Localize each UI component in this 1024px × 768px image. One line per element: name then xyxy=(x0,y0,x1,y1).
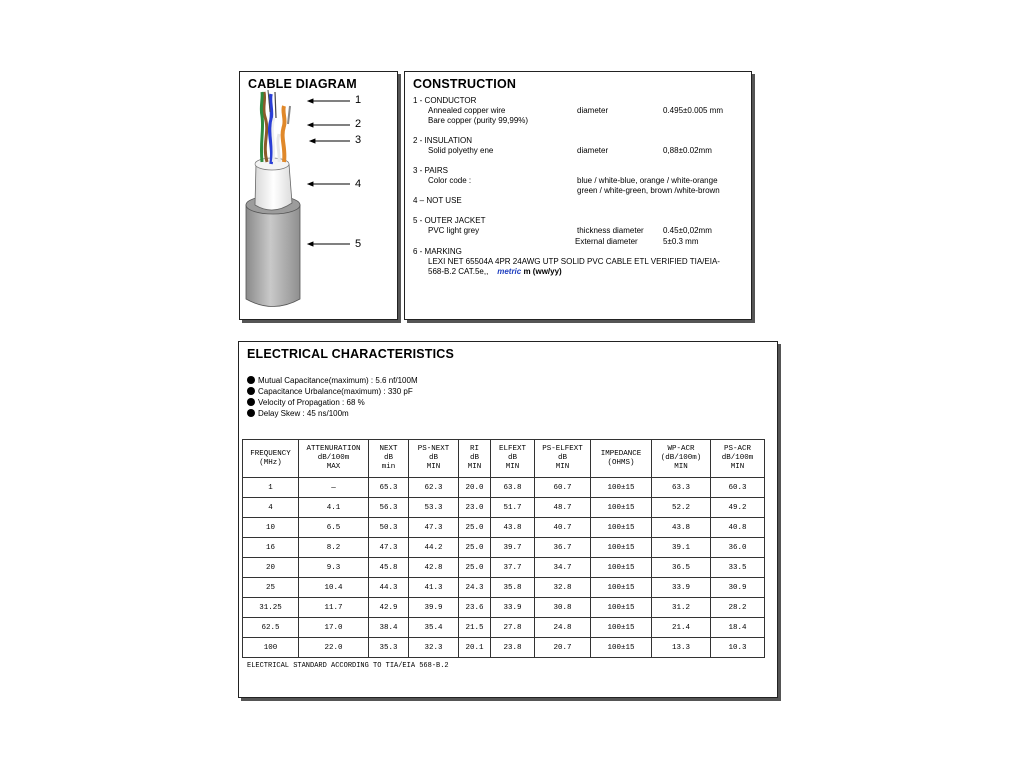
inner-sheath xyxy=(255,164,292,210)
table-cell: 100 xyxy=(243,638,299,658)
table-cell: 49.2 xyxy=(711,498,765,518)
column-header-line: (OHMS) xyxy=(607,458,635,467)
table-cell: 4.1 xyxy=(299,498,369,518)
bullet-delay-skew xyxy=(247,409,349,419)
table-cell: 48.7 xyxy=(535,498,591,518)
table-cell: 62.3 xyxy=(409,478,459,498)
conductor-line1: Annealed copper wire xyxy=(428,106,506,115)
column-header-line: NEXT xyxy=(379,445,398,453)
table-cell: 34.7 xyxy=(535,558,591,578)
table-cell: 31.2 xyxy=(652,598,711,618)
column-header-line: (dB/100m) xyxy=(660,454,702,462)
construction-panel xyxy=(404,71,752,320)
table-cell: 42.9 xyxy=(369,598,409,618)
table-cell: 24.3 xyxy=(459,578,491,598)
table-row xyxy=(243,518,765,538)
column-header-line: dB xyxy=(428,454,438,462)
bullet-icon xyxy=(247,387,255,395)
table-cell: 53.3 xyxy=(409,498,459,518)
bullet-velocity xyxy=(247,398,365,408)
callout-1: 1 xyxy=(355,94,362,106)
table-cell: 6.5 xyxy=(299,518,369,538)
column-header-line: min xyxy=(381,463,396,471)
column-header xyxy=(299,440,369,478)
table-cell: 30.9 xyxy=(711,578,765,598)
table-cell: 22.0 xyxy=(299,638,369,658)
table-cell: 33.9 xyxy=(652,578,711,598)
table-cell: 56.3 xyxy=(369,498,409,518)
table-cell: 10.3 xyxy=(711,638,765,658)
table-cell: 21.4 xyxy=(652,618,711,638)
pairs-heading: 3 - PAIRS xyxy=(413,166,448,175)
insulation-heading: 2 - INSULATION xyxy=(413,136,472,145)
table-cell: — xyxy=(299,478,369,498)
bullet-icon xyxy=(247,398,255,406)
construction-title: CONSTRUCTION xyxy=(413,77,517,91)
pair-white-blue xyxy=(273,118,274,162)
pair-orange xyxy=(283,106,285,162)
bullet-capacitance-unbalance xyxy=(247,387,413,397)
table-cell: 20.1 xyxy=(459,638,491,658)
jacket-value2: 5±0.3 mm xyxy=(663,237,699,246)
jacket-param1: thickness diameter xyxy=(577,226,644,235)
pair-green xyxy=(261,92,262,162)
electrical-title: ELECTRICAL CHARACTERISTICS xyxy=(247,347,455,361)
table-cell: 32.3 xyxy=(409,638,459,658)
table-cell: 1 xyxy=(243,478,299,498)
marking-tail: m (ww/yy) xyxy=(523,267,562,276)
table-cell: 11.7 xyxy=(299,598,369,618)
table-cell: 40.7 xyxy=(535,518,591,538)
table-cell: 42.8 xyxy=(409,558,459,578)
table-cell: 23.0 xyxy=(459,498,491,518)
column-header xyxy=(491,440,535,478)
electrical-panel xyxy=(238,341,778,698)
table-cell: 100±15 xyxy=(591,558,652,578)
marking-heading: 6 - MARKING xyxy=(413,247,462,256)
table-cell: 100±15 xyxy=(591,478,652,498)
table-cell: 40.8 xyxy=(711,518,765,538)
table-cell: 39.1 xyxy=(652,538,711,558)
table-cell: 65.3 xyxy=(369,478,409,498)
table-cell: 35.3 xyxy=(369,638,409,658)
conductor-value: 0.495±0.005 mm xyxy=(663,106,723,115)
callout-5: 5 xyxy=(355,238,362,250)
bullet-text: Delay Skew : 45 ns/100m xyxy=(258,409,349,418)
metric-label: metric xyxy=(497,267,522,276)
conductor-line2: Bare copper (purity 99,99%) xyxy=(428,116,529,125)
table-cell: 20.0 xyxy=(459,478,491,498)
jacket-heading: 5 - OUTER JACKET xyxy=(413,216,486,225)
table-cell: 4 xyxy=(243,498,299,518)
table-header-row xyxy=(243,440,765,478)
table-cell: 17.0 xyxy=(299,618,369,638)
table-cell: 28.2 xyxy=(711,598,765,618)
column-header-line: FREQUENCY xyxy=(250,449,291,458)
not-use-heading: 4 – NOT USE xyxy=(413,196,462,205)
marking-line2 xyxy=(428,267,562,277)
table-cell: 23.8 xyxy=(491,638,535,658)
marking-line2-text: 568-B.2 CAT.5e,, xyxy=(428,267,489,276)
bullet-icon xyxy=(247,376,255,384)
bullet-text: Mutual Capacitance(maximum) : 5.6 nf/100M xyxy=(258,376,418,385)
column-header-line: PS-ACR xyxy=(723,445,751,453)
table-cell: 8.2 xyxy=(299,538,369,558)
table-cell: 38.4 xyxy=(369,618,409,638)
table-cell: 51.7 xyxy=(491,498,535,518)
jacket-value1: 0.45±0,02mm xyxy=(663,226,712,235)
table-cell: 47.3 xyxy=(409,518,459,538)
table-cell: 18.4 xyxy=(711,618,765,638)
column-header-line: MIN xyxy=(674,463,688,471)
callout-4: 4 xyxy=(355,178,362,190)
bullet-text: Velocity of Propagation : 68 % xyxy=(258,398,365,407)
table-cell: 23.6 xyxy=(459,598,491,618)
table-cell: 62.5 xyxy=(243,618,299,638)
cable-diagram-panel xyxy=(239,71,398,320)
table-cell: 100±15 xyxy=(591,578,652,598)
table-row xyxy=(243,618,765,638)
pairs-line1: Color code : xyxy=(428,176,472,185)
column-header xyxy=(409,440,459,478)
table-cell: 100±15 xyxy=(591,598,652,618)
table-cell: 31.25 xyxy=(243,598,299,618)
table-cell: 25.0 xyxy=(459,538,491,558)
table-row xyxy=(243,598,765,618)
column-header xyxy=(535,440,591,478)
table-cell: 63.3 xyxy=(652,478,711,498)
table-cell: 100±15 xyxy=(591,538,652,558)
table-cell: 35.8 xyxy=(491,578,535,598)
pair-blue xyxy=(270,94,272,164)
pairs-colors-1: blue / white-blue, orange / white-orange xyxy=(577,176,718,185)
conductor-param: diameter xyxy=(577,106,609,115)
column-header-line: ATTENURATION xyxy=(306,445,361,453)
table-cell: 25 xyxy=(243,578,299,598)
table-cell: 24.8 xyxy=(535,618,591,638)
table-cell: 25.0 xyxy=(459,518,491,538)
column-header-line: dB xyxy=(469,454,479,462)
cable-diagram-title: CABLE DIAGRAM xyxy=(248,77,357,91)
table-cell: 21.5 xyxy=(459,618,491,638)
column-header xyxy=(591,440,652,478)
table-cell: 37.7 xyxy=(491,558,535,578)
pair-white xyxy=(278,134,279,162)
conductor-heading: 1 - CONDUCTOR xyxy=(413,96,477,105)
insulation-line1: Solid polyethy ene xyxy=(428,146,494,155)
table-cell: 10.4 xyxy=(299,578,369,598)
bullet-mutual-capacitance xyxy=(247,376,418,386)
electrical-standard-note: ELECTRICAL STANDARD ACCORDING TO TIA/EIA 568-B.2 xyxy=(247,662,449,670)
cable-illustration xyxy=(240,72,399,321)
table-cell: 52.2 xyxy=(652,498,711,518)
table-cell: 60.7 xyxy=(535,478,591,498)
column-header-line: dB/100m xyxy=(721,454,754,462)
table-cell: 50.3 xyxy=(369,518,409,538)
column-header-line: MAX xyxy=(326,463,341,471)
column-header-line: MIN xyxy=(467,463,482,471)
table-cell: 27.8 xyxy=(491,618,535,638)
column-header-line: MIN xyxy=(426,463,441,471)
table-cell: 10 xyxy=(243,518,299,538)
column-header-line: MIN xyxy=(730,463,745,471)
table-cell: 45.8 xyxy=(369,558,409,578)
column-header-line: PS-NEXT xyxy=(417,445,450,453)
column-header xyxy=(243,440,299,478)
callout-3: 3 xyxy=(355,134,362,146)
table-cell: 36.5 xyxy=(652,558,711,578)
column-header xyxy=(459,440,491,478)
table-row xyxy=(243,538,765,558)
table-cell: 33.9 xyxy=(491,598,535,618)
column-header-line: ELFEXT xyxy=(498,445,526,453)
column-header-line: MIN xyxy=(555,463,570,471)
column-header-line: dB/100m xyxy=(317,454,350,462)
table-cell: 100±15 xyxy=(591,638,652,658)
bullet-icon xyxy=(247,409,255,417)
table-cell: 100±15 xyxy=(591,518,652,538)
table-cell: 39.9 xyxy=(409,598,459,618)
table-cell: 44.2 xyxy=(409,538,459,558)
table-cell: 25.0 xyxy=(459,558,491,578)
table-cell: 30.8 xyxy=(535,598,591,618)
jacket-param2: External diameter xyxy=(575,237,638,246)
table-cell: 9.3 xyxy=(299,558,369,578)
callout-2: 2 xyxy=(355,118,362,130)
column-header-line: (MHz) xyxy=(259,458,282,467)
pairs-colors-2: green / white-green, brown /white-brown xyxy=(577,186,720,195)
column-header-line: PS-ELFEXT xyxy=(542,445,583,453)
table-row xyxy=(243,558,765,578)
table-cell: 100±15 xyxy=(591,498,652,518)
table-cell: 36.0 xyxy=(711,538,765,558)
marking-line1: LEXI NET 65504A 4PR 24AWG UTP SOLID PVC CABLE ETL VERIFIED TIA/EIA- xyxy=(428,257,720,266)
table-cell: 33.5 xyxy=(711,558,765,578)
column-header-line: WP-ACR xyxy=(667,445,695,453)
column-header xyxy=(652,440,711,478)
table-cell: 41.3 xyxy=(409,578,459,598)
column-header-line: dB xyxy=(557,454,567,462)
table-row xyxy=(243,478,765,498)
column-header-line: dB xyxy=(507,454,517,462)
table-cell: 43.8 xyxy=(491,518,535,538)
table-cell: 16 xyxy=(243,538,299,558)
table-cell: 47.3 xyxy=(369,538,409,558)
table-cell: 43.8 xyxy=(652,518,711,538)
column-header-line: RI xyxy=(469,445,479,453)
bullet-text: Capacitance Urbalance(maximum) : 330 pF xyxy=(258,387,413,396)
jacket-line1: PVC light grey xyxy=(428,226,480,235)
table-cell: 20 xyxy=(243,558,299,578)
table-cell: 63.8 xyxy=(491,478,535,498)
pair-brown xyxy=(264,92,267,162)
column-header-line: dB xyxy=(383,454,393,462)
table-cell: 100±15 xyxy=(591,618,652,638)
table-cell: 39.7 xyxy=(491,538,535,558)
table-cell: 13.3 xyxy=(652,638,711,658)
table-cell: 32.8 xyxy=(535,578,591,598)
column-header-line: MIN xyxy=(505,463,520,471)
table-cell: 35.4 xyxy=(409,618,459,638)
column-header xyxy=(369,440,409,478)
column-header-line: IMPEDANCE xyxy=(600,449,642,458)
column-header xyxy=(711,440,765,478)
table-cell: 20.7 xyxy=(535,638,591,658)
electrical-table xyxy=(242,439,765,658)
table-row xyxy=(243,498,765,518)
table-cell: 60.3 xyxy=(711,478,765,498)
insulation-param: diameter xyxy=(577,146,609,155)
outer-jacket xyxy=(246,205,300,307)
table-row xyxy=(243,638,765,658)
table-row xyxy=(243,578,765,598)
table-cell: 36.7 xyxy=(535,538,591,558)
table-cell: 44.3 xyxy=(369,578,409,598)
insulation-value: 0,88±0.02mm xyxy=(663,146,712,155)
